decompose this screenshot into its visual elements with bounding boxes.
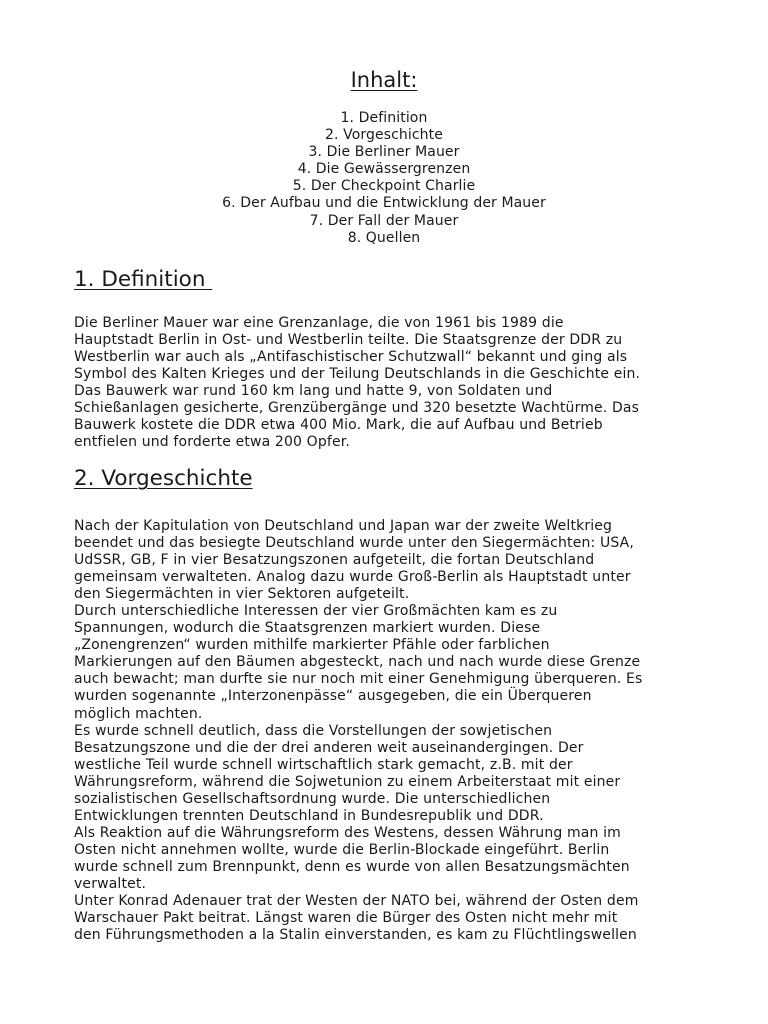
text-line: wurden sogenannte „Interzonenpässe“ ausgegeben, die ein Überqueren: [74, 688, 592, 705]
text-line: UdSSR, GB, F in vier Besatzungszonen aufgeteilt, die fortan Deutschland: [74, 552, 595, 569]
text-line: Osten nicht annehmen wollte, wurde die Berlin-Blockade eingeführt. Berlin: [74, 841, 610, 858]
toc-item: 2. Vorgeschichte: [325, 127, 443, 144]
text-line: gemeinsam verwalteten. Analog dazu wurde Groß-Berlin als Hauptstadt unter: [74, 569, 631, 586]
text-line: Währungsreform, während die Sojwetunion zu einem Arbeiterstaat mit einer: [74, 773, 621, 790]
text-line: Hauptstadt Berlin in Ost- und Westberlin teilte. Die Staatsgrenze der DDR zu: [74, 332, 623, 349]
text-line: Warschauer Pakt beitrat. Längst waren die Bürger des Osten nicht mehr mit: [74, 910, 618, 927]
text-line: sozialistischen Gesellschaftsordnung wurde. Die unterschiedlichen: [74, 790, 551, 807]
text-line: Nach der Kapitulation von Deutschland und Japan war der zweite Weltkrieg: [74, 518, 613, 534]
toc-item: 4. Die Gewässergrenzen: [297, 161, 471, 178]
text-line: Durch unterschiedliche Interessen der vier Großmächten kam es zu: [74, 603, 558, 620]
text-line: Die Berliner Mauer war eine Grenzanlage, die von 1961 bis 1989 die: [74, 315, 564, 331]
text-line: Bauwerk kostete die DDR etwa 400 Mio. Mark, die auf Aufbau und Betrieb: [74, 417, 603, 434]
text-line: entfielen und forderte etwa 200 Opfer.: [74, 434, 350, 451]
text-line: Westberlin war auch als „Antifaschistischer Schutzwall“ bekannt und ging als: [74, 349, 628, 366]
text-line: Besatzungszone und die der drei anderen weit auseinandergingen. Der: [74, 739, 584, 756]
text-line: Markierungen auf den Bäumen abgesteckt, nach und nach wurde diese Grenze: [74, 654, 641, 671]
text-line: „Zonengrenzen“ wurden mithilfe markierter Pfähle oder farblichen: [74, 637, 550, 654]
text-line: Es wurde schnell deutlich, dass die Vorstellungen der sowjetischen: [74, 722, 553, 739]
text-line: den Siegermächten in vier Sektoren aufgeteilt.: [74, 586, 410, 603]
toc-item: 5. Der Checkpoint Charlie: [292, 178, 476, 195]
text-line: westliche Teil wurde schnell wirtschaftlich stark gemacht, z.B. mit der: [74, 756, 573, 773]
text-line: möglich machten.: [74, 705, 203, 722]
text-line: Schießanlagen gesicherte, Grenzübergänge und 320 besetzte Wachtürme. Das: [74, 400, 640, 417]
toc-title: Inhalt:: [350, 68, 418, 92]
section-heading-definition: 1. Definition: [74, 267, 213, 292]
text-line: auch bewacht; man durfte sie nur noch mit einer Genehmigung überqueren. Es: [74, 671, 643, 688]
text-line: den Führungsmethoden a la Stalin einverstanden, es kam zu Flüchtlingswellen: [74, 927, 637, 944]
section-heading-vorgeschichte: 2. Vorgeschichte: [74, 466, 253, 491]
text-line: wurde schnell zum Brennpunkt, denn es wurde von allen Besatzungsmächten: [74, 858, 630, 875]
text-line: Symbol des Kalten Krieges und der Teilung Deutschlands in die Geschichte ein.: [74, 366, 641, 383]
toc-item: 7. Der Fall der Mauer: [309, 212, 459, 229]
toc-item: 8. Quellen: [347, 229, 421, 246]
toc-item: 3. Die Berliner Mauer: [308, 144, 460, 161]
text-line: Unter Konrad Adenauer trat der Westen der NATO bei, während der Osten dem: [74, 893, 639, 910]
section-body-definition: [74, 315, 714, 451]
section-body-vorgeschichte: [74, 518, 714, 944]
text-line: Das Bauwerk war rund 160 km lang und hatte 9, von Soldaten und: [74, 383, 553, 400]
text-line: Als Reaktion auf die Währungsreform des Westens, dessen Währung man im: [74, 824, 621, 841]
text-line: Spannungen, wodurch die Staatsgrenzen markiert wurden. Diese: [74, 620, 541, 637]
text-line: verwaltet.: [74, 875, 147, 892]
table-of-contents: [0, 110, 768, 247]
text-line: Entwicklungen trennten Deutschland in Bundesrepublik und DDR.: [74, 807, 544, 824]
text-line: beendet und das besiegte Deutschland wurde unter den Siegermächten: USA,: [74, 535, 634, 552]
toc-item: 1. Definition: [340, 110, 428, 126]
toc-item: 6. Der Aufbau und die Entwicklung der Mauer: [222, 195, 546, 212]
